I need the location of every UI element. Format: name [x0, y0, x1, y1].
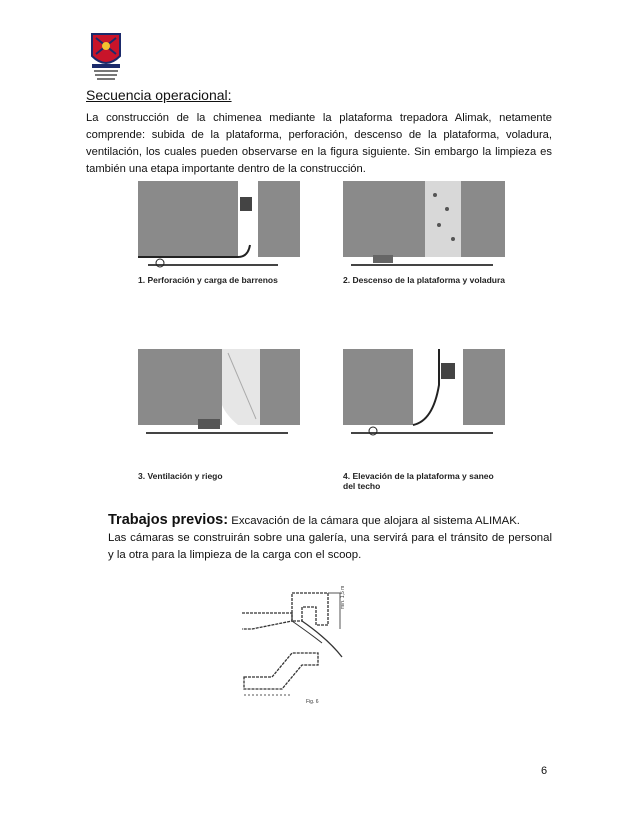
prior-works-lead: Excavación de la cámara que alojara al sistema ALIMAK. [228, 515, 520, 527]
figure-panel-4 [343, 345, 505, 491]
intro-paragraph: La construcción de la chimenea mediante la plataforma trepadora Alimak, netamente comprende: subida de la plataforma, perforación, descenso de la plataforma, voladura, ventilación, los cuales pueden observarse en la figura siguiente. Sin embargo la limpieza es también una etapa importante dentro de la construcción. [86, 112, 552, 175]
dimension-label: min. 1,5 m [340, 585, 346, 609]
page-number: 6 [541, 765, 548, 777]
university-logo [86, 30, 126, 90]
figure-panel-3 [138, 345, 300, 481]
crest-icon [86, 30, 126, 90]
panel-4-caption: 4. Elevación de la plataforma y saneo del techo [343, 471, 494, 491]
alimak-sequence-figure [138, 175, 508, 500]
panel-1-caption: 1. Perforación y carga de barrenos [138, 275, 278, 285]
prior-works-section [108, 512, 552, 564]
figure-panel-1 [138, 175, 300, 305]
section-title: Secuencia operacional: [86, 87, 232, 103]
chamber-technical-drawing [232, 585, 382, 710]
panel-3-caption: 3. Ventilación y riego [138, 471, 223, 481]
chamber-plan-drawing [232, 585, 382, 710]
prior-works-heading: Trabajos previos: [108, 512, 229, 528]
drilling-illustration [138, 175, 300, 271]
platform-raise-illustration [343, 345, 505, 441]
ventilation-illustration [138, 345, 300, 441]
panel-2-caption: 2. Descenso de la plataforma y voladura [343, 275, 506, 285]
figure-label: Fig. 6 [306, 699, 319, 705]
prior-works-body: Las cámaras se construirán sobre una galería, una servirá para el tránsito de personal y la otra para la limpieza de la carga con el scoop. [108, 532, 552, 561]
blasting-illustration [343, 175, 505, 271]
figure-panel-2 [343, 175, 505, 305]
